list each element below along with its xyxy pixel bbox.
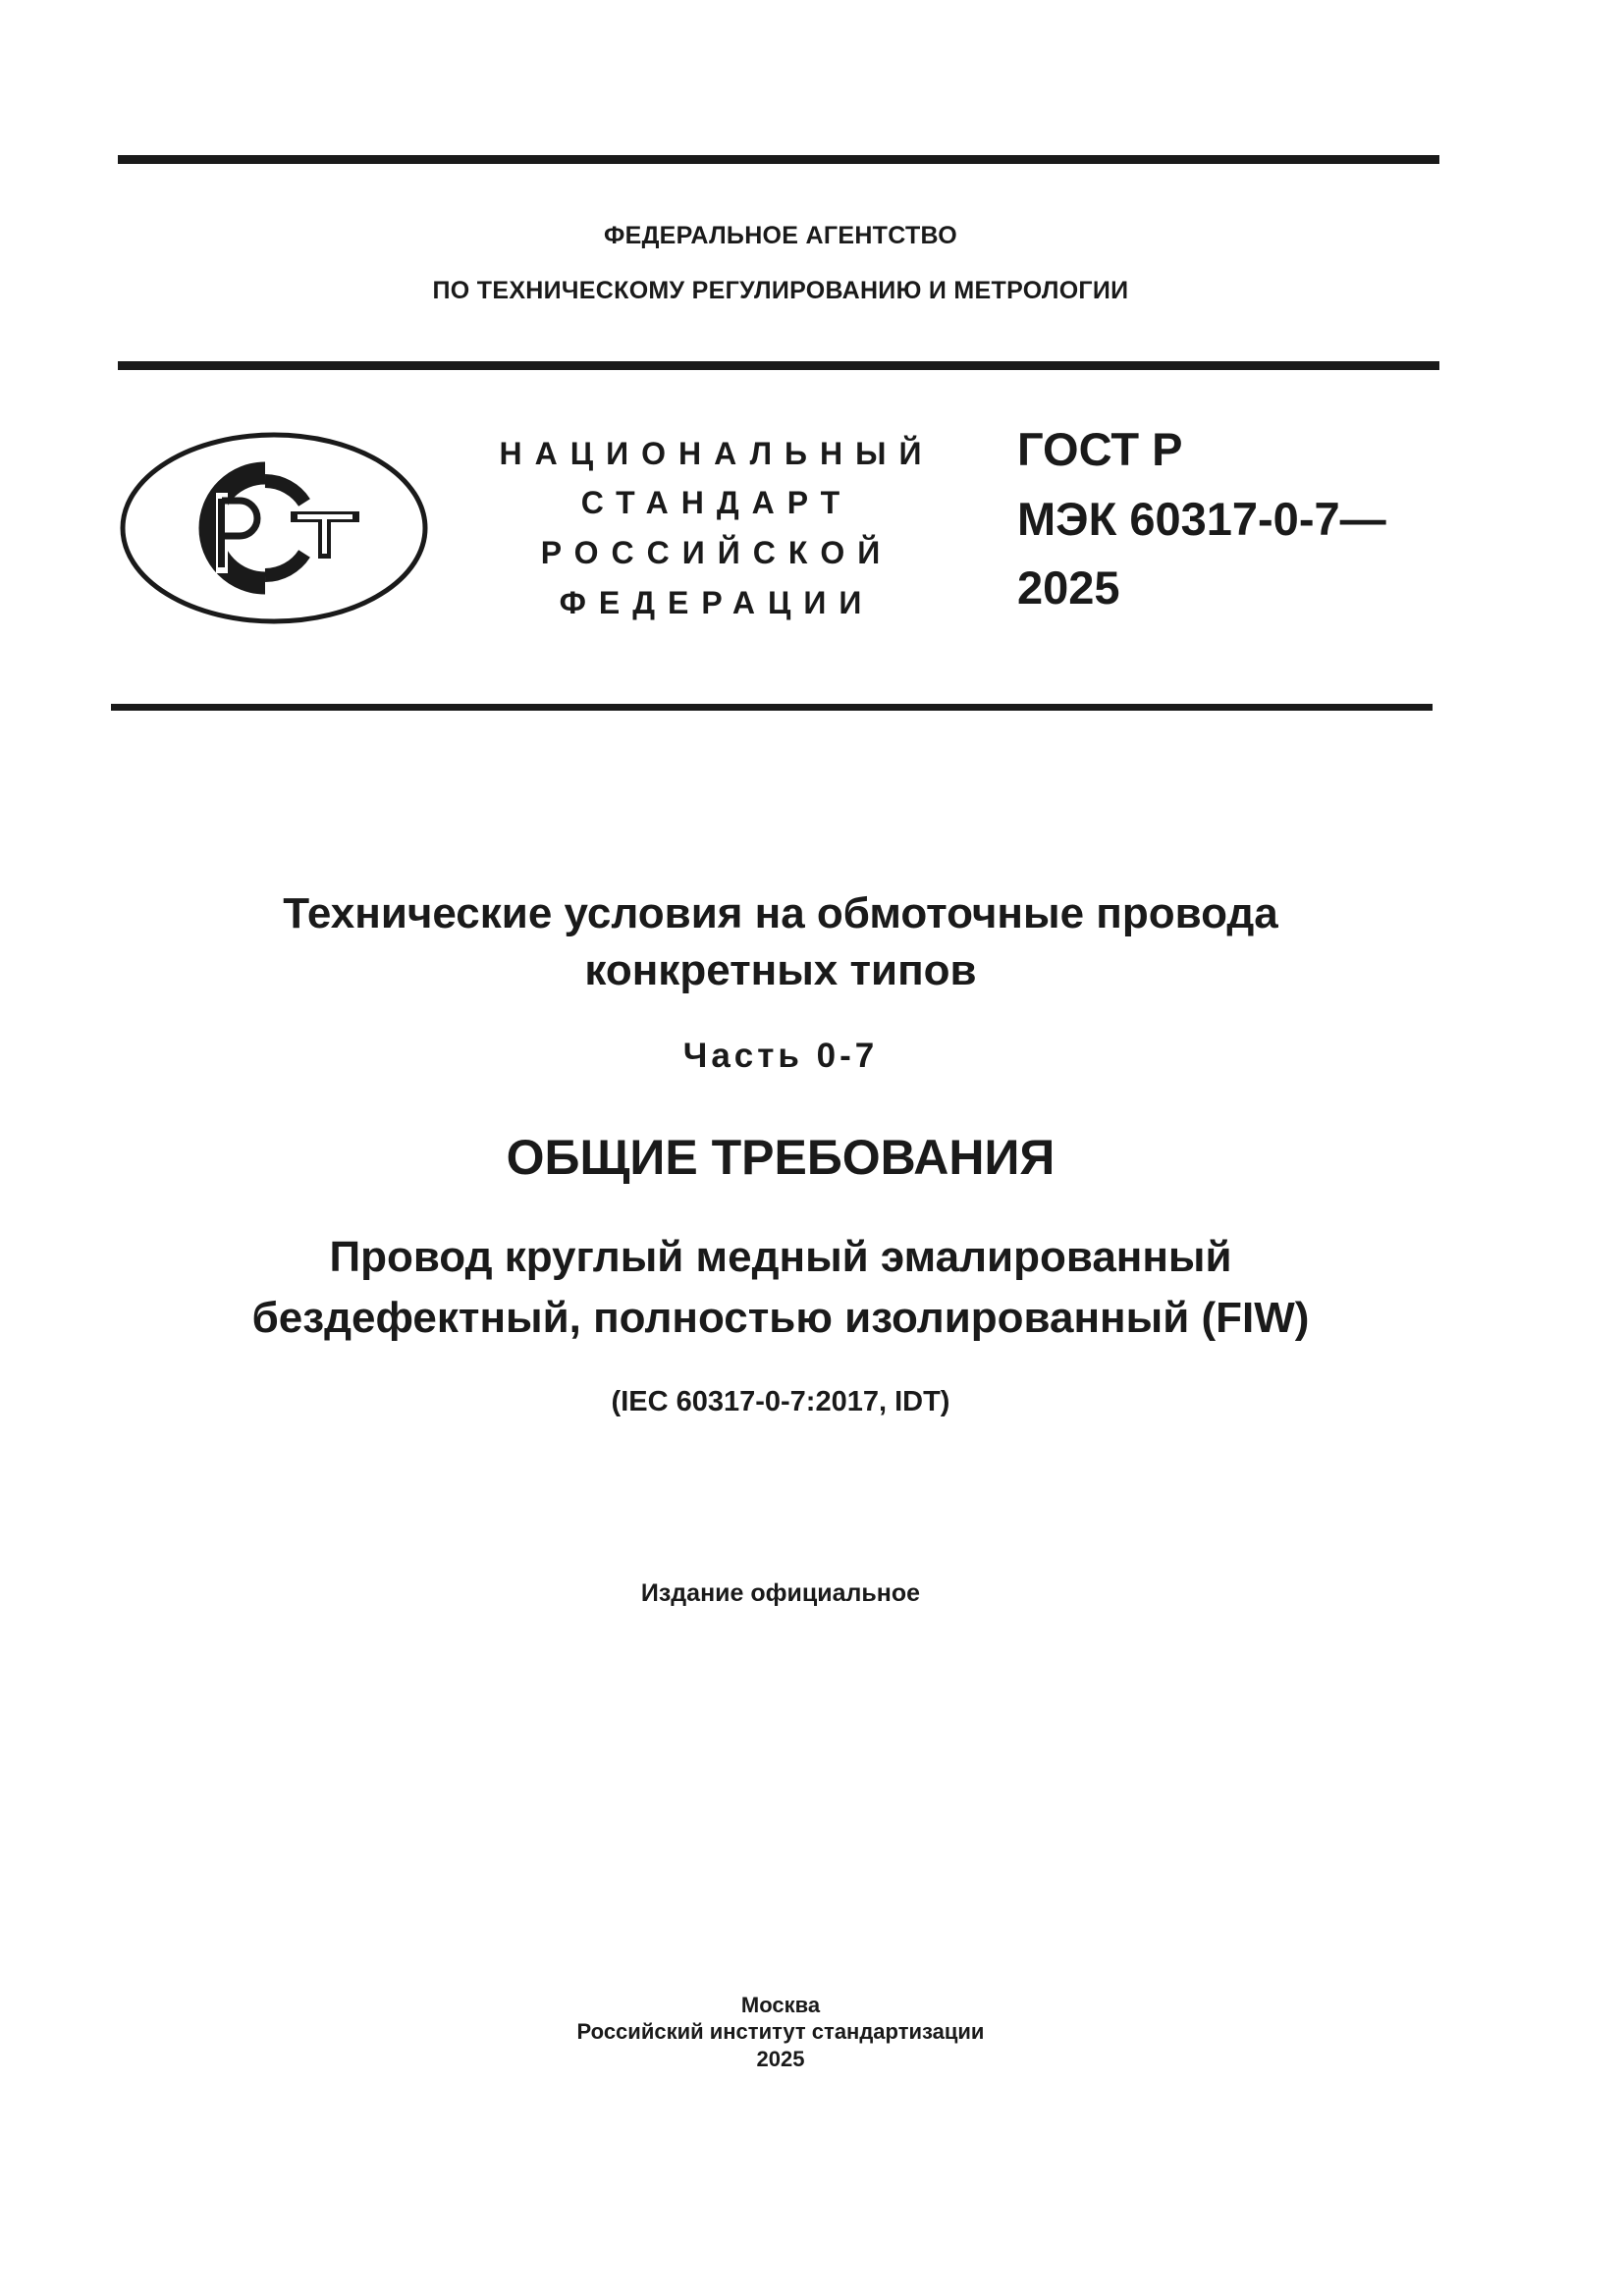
edition-label: Издание официальное bbox=[640, 1579, 921, 1607]
national-standard-line-1: НАЦИОНАЛЬНЫЙ bbox=[499, 436, 935, 471]
imprint-publisher: Российский институт стандартизации bbox=[576, 2019, 985, 2044]
document-subtitle-line-1: Провод круглый медный эмалированный bbox=[329, 1233, 1232, 1281]
imprint-city: Москва bbox=[740, 1993, 821, 2017]
bottom-rule bbox=[111, 704, 1433, 711]
standard-designation-line-3: 2025 bbox=[1017, 561, 1120, 614]
national-standard-line-2: СТАНДАРТ bbox=[580, 485, 853, 520]
standard-designation-line-1: ГОСТ Р bbox=[1017, 423, 1183, 475]
agency-name-line-1: ФЕДЕРАЛЬНОЕ АГЕНТСТВО bbox=[603, 222, 958, 249]
national-standard-line-3: РОССИЙСКОЙ bbox=[540, 535, 893, 570]
document-title-line-1: Технические условия на обмоточные провода bbox=[283, 889, 1278, 937]
document-subtitle-line-2: бездефектный, полностью изолированный (FIW) bbox=[251, 1294, 1310, 1342]
national-standard-line-4: ФЕДЕРАЦИИ bbox=[559, 585, 875, 620]
general-requirements-heading: ОБЩИЕ ТРЕБОВАНИЯ bbox=[506, 1130, 1056, 1185]
middle-rule bbox=[118, 361, 1439, 370]
top-rule bbox=[118, 155, 1439, 164]
iec-reference: (IEC 60317-0-7:2017, IDT) bbox=[611, 1386, 950, 1417]
part-number: Часть 0-7 bbox=[682, 1037, 879, 1075]
standard-designation-line-2: МЭК 60317-0-7— bbox=[1017, 493, 1386, 545]
rst-logo-icon bbox=[118, 430, 430, 626]
imprint-year: 2025 bbox=[756, 2047, 805, 2071]
document-title-line-2: конкретных типов bbox=[584, 946, 977, 994]
agency-name-line-2: ПО ТЕХНИЧЕСКОМУ РЕГУЛИРОВАНИЮ И МЕТРОЛОГИИ bbox=[432, 277, 1129, 304]
